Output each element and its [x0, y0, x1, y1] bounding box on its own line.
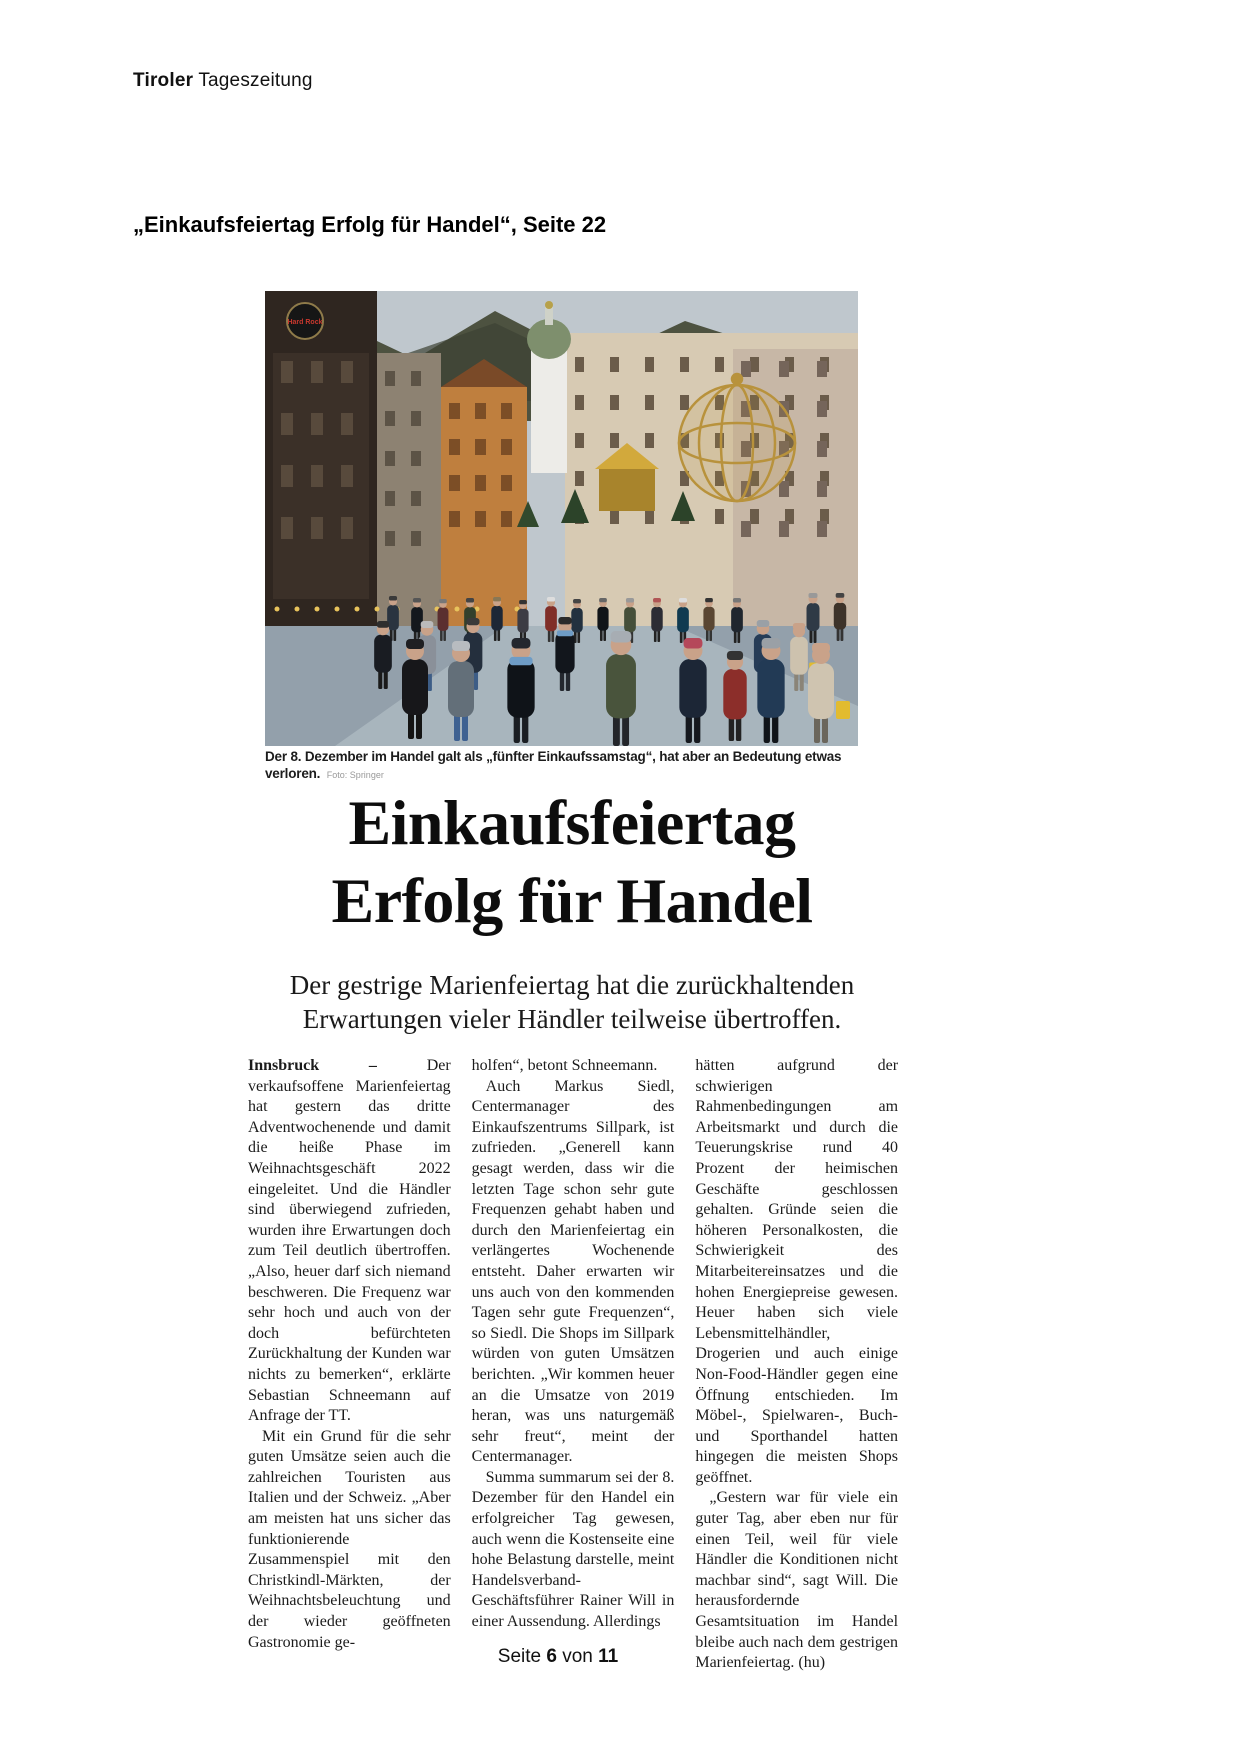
- street-scene-illustration: [265, 291, 858, 746]
- article-paragraph: Summa summarum sei der 8. Dezember für den Handel ein erfolgreicher Tag gewesen, auch wenn die Kostenseite eine hohe Belastung darstelle, meint Handelsverband-Geschäftsführer Rainer Will in einer Aussendung. Allerdings: [471, 1468, 675, 1631]
- article-paragraph: Auch Markus Siedl, Centermanager des Einkaufszentrums Sillpark, ist zufrieden. „Generell kann gesagt werden, dass wir die letzten Tage schon sehr gute Frequenzen gehabt haben und durch den Marienfeiertag ein verlängertes Wochenende entsteht. Daher erwarten wir uns auch von den kommenden Tagen sehr gute Frequenzen“, so Siedl. Die Shops im Sillpark würden von guten Umsätzen berichten. „Wir kommen heuer an die Umsatze von 2019 heran, was uns naturgemäß sehr freut“, meint der Centermanager.: [471, 1077, 675, 1466]
- article-column: [471, 1056, 675, 1631]
- article-column: [695, 1056, 899, 1672]
- article-paragraph: hätten aufgrund der schwierigen Rahmenbedingungen am Arbeitsmarkt und durch die Teuerungskrise rund 40 Prozent der heimischen Geschäfte geschlossen gehalten. Gründe seien die höheren Personalkosten, die Schwierigkeit des Mitarbeitereinsatzes und die hohen Energiepreise gewesen. Heuer haben sich viele Lebensmittelhändler, Drogerien und auch einige Non-Food-Händler gegen eine Öffnung entschieden. Im Möbel-, Spielwaren-, Buch- und Sporthandel hatten hingegen die meisten Shops geöffnet.: [695, 1057, 899, 1486]
- article-paragraph: Innsbruck – Der verkaufsoffene Marienfeiertag hat gestern das dritte Adventwochenende und damit die heiße Phase im Weihnachtsgeschäft 2022 eingeleitet. Und die Händler sind überwiegend zufrieden, wurden ihre Erwartungen doch zum Teil deutlich übertroffen. „Also, heuer darf sich niemand beschweren. Die Frequenz war sehr hoch und auch von der doch befürchteten Zurückhaltung der Kunden war nichts zu bemerken“, erklärte Sebastian Schneemann auf Anfrage der TT.: [248, 1057, 451, 1425]
- hard-rock-sign-text: Hard Rock: [287, 319, 323, 326]
- newspaper-masthead: [133, 70, 313, 92]
- footer-label-von: von: [556, 1646, 599, 1667]
- footer-page-number: 6: [546, 1646, 557, 1667]
- article-paragraph: holfen“, betont Schneemann.: [471, 1057, 658, 1074]
- masthead-brand-light: Tageszeitung: [193, 70, 313, 91]
- headline-line-2: Erfolg für Handel: [331, 865, 813, 936]
- photo-caption-text: Der 8. Dezember im Handel galt als „fünfter Einkaufssamstag“, hat aber an Bedeutung etwas verloren.: [265, 749, 842, 781]
- subhead-line-1: Der gestrige Marienfeiertag hat die zurückhaltenden: [289, 970, 855, 1000]
- footer-page-total: 11: [598, 1646, 619, 1667]
- headline-line-1: Einkaufsfeiertag: [348, 787, 796, 858]
- article-subhead: [248, 968, 896, 1036]
- photo-credit: Foto: Springer: [326, 770, 384, 780]
- dateline: Innsbruck –: [248, 1057, 377, 1074]
- page-footer: [248, 1646, 868, 1668]
- footer-label-seite: Seite: [497, 1646, 547, 1667]
- article-photo: [265, 291, 858, 746]
- clipping-title: „Einkaufsfeiertag Erfolg für Handel“, Seite 22: [133, 212, 607, 237]
- article-paragraph: Mit ein Grund für die sehr guten Umsätze seien auch die zahlreichen Touristen aus Italien und der Schweiz. „Aber am meisten hat uns sicher das funktionierende Zusammenspiel mit den Christkindl-Märkten, der Weihnachtsbeleuchtung und der wieder geöffneten Gastronomie ge-: [248, 1427, 451, 1651]
- photo-caption: [265, 748, 858, 784]
- masthead-brand-bold: Tiroler: [133, 70, 194, 91]
- article-paragraph: „Gestern war für viele ein guter Tag, aber eben nur für einen Teil, weil für viele Händler die Konditionen nicht machbar sind“, sagt Will. Die herausfordernde Gesamtsituation im Handel bleibe auch nach dem gestrigen Marienfeiertag. (hu): [695, 1489, 899, 1672]
- article-headline: [248, 784, 896, 940]
- subhead-line-2: Erwartungen vieler Händler teilweise übertroffen.: [302, 1004, 842, 1034]
- article-column: [248, 1056, 451, 1651]
